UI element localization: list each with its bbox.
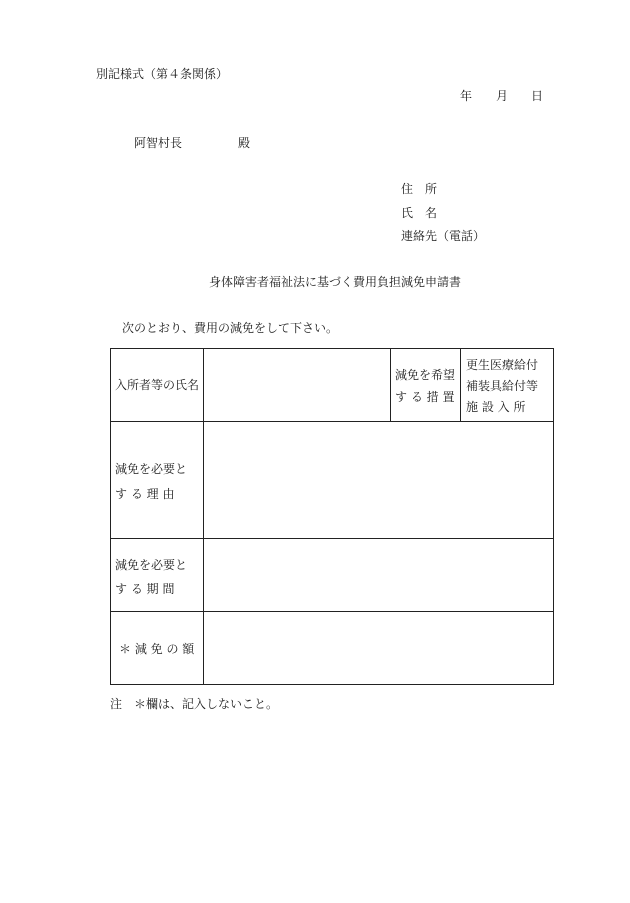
column-divider — [203, 349, 204, 684]
measure-label-line1: 減免を希望 — [395, 368, 456, 382]
facility-option-prosthetic: 補装具給付等 — [466, 379, 539, 393]
resident-name-label: 入所者等の氏名 — [115, 378, 200, 392]
form-label: 別記様式（第４条関係） — [96, 67, 229, 81]
application-form-table — [110, 348, 554, 685]
column-divider — [460, 349, 461, 421]
row-divider — [111, 421, 553, 422]
reason-label-line1: 減免を必要と — [115, 462, 188, 476]
addressee-name: 阿智村長 — [134, 136, 183, 150]
document-note: 注 ＊欄は、記入しないこと。 — [110, 697, 279, 711]
reason-label-line2: す る 理 由 — [115, 487, 175, 501]
addressee-honorific: 殿 — [238, 136, 251, 150]
row-divider — [111, 611, 553, 612]
document-intro: 次のとおり、費用の減免をして下さい。 — [122, 321, 339, 335]
applicant-name-label: 氏 名 — [401, 206, 438, 220]
applicant-address-label: 住 所 — [401, 182, 438, 196]
applicant-contact-label: 連絡先（電話） — [401, 229, 486, 243]
date-day-label: 日 — [531, 89, 544, 103]
measure-label-line2: す る 措 置 — [395, 390, 455, 404]
facility-option-admission: 施 設 入 所 — [466, 400, 526, 414]
facility-option-medical: 更生医療給付 — [466, 358, 539, 372]
document-title: 身体障害者福祉法に基づく費用負担減免申請書 — [209, 275, 462, 289]
period-label-line1: 減免を必要と — [115, 558, 188, 572]
column-divider — [390, 349, 391, 421]
date-month-label: 月 — [496, 89, 509, 103]
amount-label: ＊ 減 免 の 額 — [119, 642, 195, 656]
row-divider — [111, 538, 553, 539]
period-label-line2: す る 期 間 — [115, 582, 175, 596]
date-year-label: 年 — [460, 89, 473, 103]
